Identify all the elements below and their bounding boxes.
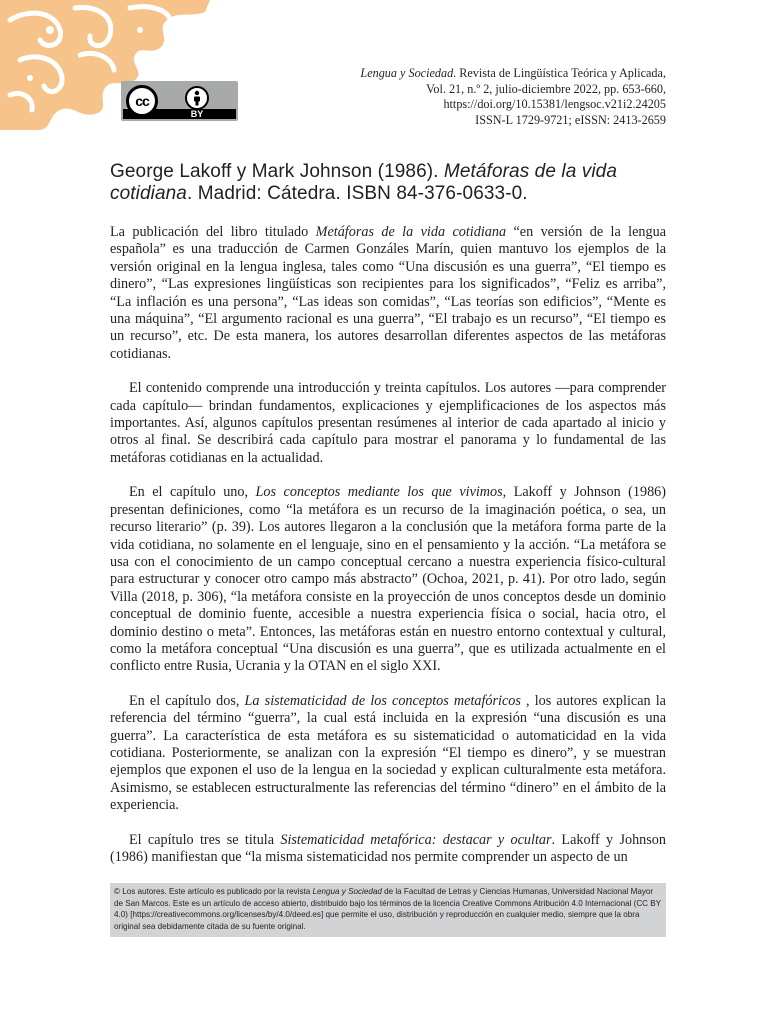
text-run: “en versión de la lengua española” es una traducción de Carmen Gonzáles Marín, quien mantuvo los ejemplos de la versión original en la lengua inglesa, tales como “Una discusión es una guerra”, “El tiempo es dinero”, “Las expresiones lingüísticas son recipientes para los significados”, “Feliz es arriba”, “La inflación es una persona”, “Las ideas son comidas”, “Las teorías son edificios”, “Mente es una máquina”, “El argumento racional es una guerra”, “El trabajo es un recurso”, “El tiempo es un recurso”, etc. De esta manera, los autores desarrollan diferentes aspectos de las metáforas cotidianas. bbox=[110, 224, 666, 362]
title-publisher: . Madrid: Cátedra. ISBN 84-376-0633-0. bbox=[186, 183, 528, 204]
journal-line-1 bbox=[360, 66, 666, 82]
text-run: La publicación del libro titulado bbox=[110, 224, 316, 240]
journal-name-italic: Lengua y Sociedad bbox=[312, 887, 382, 896]
chapter-title-italic: Sistematicidad metafórica: destacar y ocultar bbox=[280, 831, 552, 848]
text-run: , Lakoff y Johnson (1986) presentan definiciones, como “la metáfora es un recurso de la imaginación poética, o sea, un recurso literario” (p. 39). Los autores llegaron a la conclusión que la metáfora forma parte de la vida cotidiana, no solamente en el lenguaje, sino en el pensamiento y la acción. “La metáfora se usa con el conocimiento de un campo conceptual cercano a nuestra experiencia físico-cultural para estructurar y conocer otro campo más abstracto” (Ochoa, 2021, p. 41). Por otro lado, según Villa (2018, p. 306), “la metáfora consiste en la proyección de unos conceptos desde un dominio conceptual de dominio fuente, accesible a nuestra experiencia física o social, hacia otro, el dominio destino o meta”. Entonces, las metáforas están en nuestro entorno contextual y cultural, como la metáfora conceptual “Una discusión es una guerra”, que es utilizada actualmente en el conflicto entre Rusia, Ucrania y la OTAN en el siglo XXI. bbox=[110, 484, 666, 675]
text-run: En el capítulo dos, bbox=[129, 692, 245, 709]
issn-line: ISSN-L 1729-9721; eISSN: 2413-2659 bbox=[475, 112, 666, 127]
article-body bbox=[110, 224, 666, 883]
journal-subtitle: . Revista de Lingüística Teórica y Aplicada, bbox=[453, 66, 666, 80]
book-title-italic: Metáforas de la vida cotidiana bbox=[315, 224, 507, 240]
chapter-title-italic: Los conceptos mediante los que vivimos bbox=[255, 484, 503, 501]
journal-name: Lengua y Sociedad bbox=[360, 66, 454, 80]
paragraph-1 bbox=[110, 224, 666, 363]
text-run: En el capítulo uno, bbox=[129, 484, 256, 501]
journal-citation bbox=[360, 66, 666, 128]
review-title bbox=[110, 161, 666, 205]
cc-by-license-badge[interactable] bbox=[121, 81, 238, 121]
paragraph-4 bbox=[110, 693, 666, 815]
attribution-person-icon bbox=[185, 86, 209, 110]
paragraph-2: El contenido comprende una introducción y treinta capítulos. Los autores —para comprender cada capítulo— brindan fundamentos, explicaciones y ejemplificaciones de los aspectos más importantes. Así, algunos capítulos presentan resúmenes al interior de cada apartado al inicio y otros al final. Se describirá cada capítulo para mostrar el panorama y lo fundamental de las metáforas cotidianas en la actualidad. bbox=[110, 380, 666, 466]
text-run: © Los autores. Este artículo es publicado por la revista bbox=[114, 887, 313, 896]
doi-link[interactable]: https://doi.org/10.15381/lengsoc.v21i2.24205 bbox=[443, 97, 666, 112]
chapter-title-italic: La sistematicidad de los conceptos metafóricos bbox=[244, 692, 521, 709]
title-authors: George Lakoff y Mark Johnson (1986). bbox=[110, 161, 444, 182]
text-run: , los autores explican la referencia del término “guerra”, la cual está incluida en la expresión “una discusión es una guerra”. La característica de esta metáfora es su sistematicidad o automaticidad en la vida cotidiana. Posteriormente, se analizan con la expresión “El tiempo es dinero”, y se muestran ejemplos que exponen el uso de la lengua en la sociedad y explican culturalmente esta metáfora. Asimismo, se establecen estructuralmente las referencias del término “dinero” en el ámbito de la experiencia. bbox=[110, 692, 666, 814]
text-run: de la Facultad de Letras y Ciencias Humanas, Universidad Nacional Mayor de San Marcos. Este es un artículo de acceso abierto, distribuido bajo los términos de la licencia Creative Commons Atribución 4.0 Internacional (CC BY 4.0) [https://creativecommons.org/licenses/by/4.0/deed.es] que permite el uso, distribución y reproducción en cualquier medio, siempre que la obra original sea debidamente citada de su fuente original. bbox=[114, 887, 661, 931]
cc-icon: cc bbox=[126, 85, 158, 117]
by-label: BY bbox=[190, 109, 204, 119]
paragraph-5 bbox=[110, 832, 666, 867]
text-run: . Lakoff y Johnson (1986) manifiestan que “la misma sistematicidad nos permite comprender un aspecto de un bbox=[110, 831, 666, 865]
text-run: El capítulo tres se titula bbox=[129, 831, 281, 848]
paragraph-3 bbox=[110, 484, 666, 675]
title-book-name: Metáforas de la vida cotidiana bbox=[110, 161, 618, 204]
journal-line-2: Vol. 21, n.º 2, julio-diciembre 2022, pp. 653-660, bbox=[426, 81, 666, 96]
license-footer bbox=[110, 883, 666, 937]
